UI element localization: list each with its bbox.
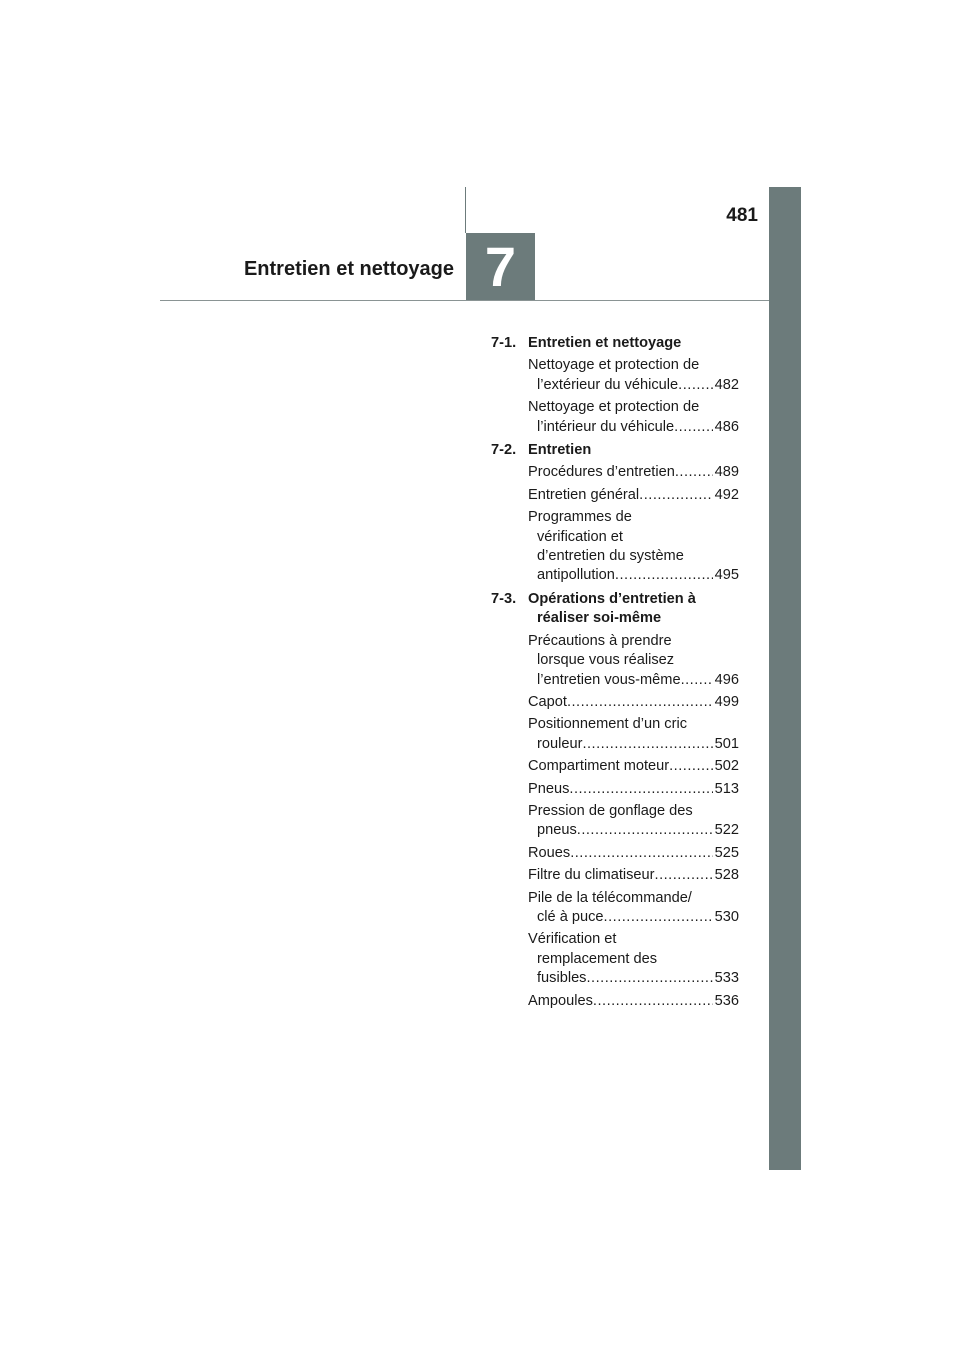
toc-page-number: 501 xyxy=(714,735,739,752)
toc-page-number: 496 xyxy=(714,671,739,688)
toc-entry-text: rouleur xyxy=(537,735,583,752)
toc-page-number: 533 xyxy=(714,970,739,987)
toc-entry[interactable] xyxy=(528,992,739,1011)
toc-entry[interactable] xyxy=(528,356,739,395)
toc-page-number: 528 xyxy=(714,867,739,884)
toc-page-number: 502 xyxy=(714,758,739,775)
toc-leader-dots xyxy=(615,566,713,585)
toc-entry-text: Vérification et xyxy=(528,931,617,948)
toc-entry-text: l’entretien vous-même xyxy=(537,671,681,688)
toc-entry-text: lorsque vous réalisez xyxy=(537,652,675,669)
toc-entry-text: Nettoyage et protection de xyxy=(528,357,700,374)
toc-leader-dots xyxy=(604,908,713,927)
toc-entry-text: remplacement des xyxy=(537,950,658,967)
toc-entry[interactable] xyxy=(528,398,739,437)
toc-leader-dots xyxy=(639,486,712,505)
toc-entry-text: l’intérieur du véhicule xyxy=(537,418,675,435)
toc-page-number: 525 xyxy=(714,844,739,861)
toc-leader-dots xyxy=(678,376,712,395)
toc-entry[interactable] xyxy=(528,889,739,928)
toc-leader-dots xyxy=(582,735,712,754)
toc-entry-text: Pression de gonflage des xyxy=(528,802,693,819)
toc-page-number: 489 xyxy=(714,464,739,481)
chapter-number-box xyxy=(466,233,535,300)
toc-leader-dots xyxy=(675,463,713,482)
toc-entry-text: Programmes de xyxy=(528,509,632,526)
toc-entry-text: d’entretien du système xyxy=(537,548,684,565)
toc-section-number: 7-2. xyxy=(491,442,517,459)
toc-entry[interactable] xyxy=(528,463,739,482)
toc-entry-text: Filtre du climatiseur xyxy=(528,867,655,884)
toc-page-number: 499 xyxy=(714,693,739,710)
toc-entry[interactable] xyxy=(528,632,739,690)
toc-entry-text: Pile de la télécommande/ xyxy=(528,889,692,906)
toc-leader-dots xyxy=(567,693,713,712)
toc-page-number: 513 xyxy=(714,780,739,797)
toc-entry[interactable] xyxy=(528,802,739,841)
toc-entry-text: Compartiment moteur xyxy=(528,758,670,775)
toc-entry-text: clé à puce xyxy=(537,908,604,925)
toc-entry-text: Précautions à prendre xyxy=(528,632,672,649)
toc-entry[interactable] xyxy=(528,757,739,776)
toc-entry-text: Roues xyxy=(528,844,571,861)
toc-entry-text: antipollution xyxy=(537,567,615,584)
toc-entry-text: l’extérieur du véhicule xyxy=(537,376,679,393)
table-of-contents xyxy=(491,334,739,1011)
toc-page-number: 486 xyxy=(714,418,739,435)
toc-section-heading[interactable] xyxy=(491,334,739,353)
toc-entry-text: Capot xyxy=(528,693,567,710)
toc-entry[interactable] xyxy=(528,508,739,586)
toc-entry-text: fusibles xyxy=(537,970,587,987)
toc-entry[interactable] xyxy=(528,780,739,799)
toc-section-title: Opérations d’entretien à xyxy=(528,590,696,607)
toc-entry-text: Pneus xyxy=(528,780,570,797)
chapter-title: Entretien et nettoyage xyxy=(243,258,454,280)
toc-page-number: 495 xyxy=(714,567,739,584)
toc-leader-dots xyxy=(669,757,713,776)
toc-page-number: 492 xyxy=(714,486,739,503)
toc-section-title: Entretien et nettoyage xyxy=(528,335,682,351)
toc-page-number: 522 xyxy=(714,822,739,839)
toc-entry[interactable] xyxy=(528,486,739,505)
toc-leader-dots xyxy=(570,844,712,863)
toc-leader-dots xyxy=(569,780,712,799)
toc-section-number: 7-3. xyxy=(491,590,517,607)
toc-entry-text: Nettoyage et protection de xyxy=(528,399,700,416)
chapter-side-tab xyxy=(769,187,801,1170)
header-vertical-rule xyxy=(465,187,466,233)
chapter-number: 7 xyxy=(484,234,517,298)
toc-entry-text: Positionnement d’un cric xyxy=(528,716,687,733)
toc-entry-text: Ampoules xyxy=(528,992,593,1009)
toc-entry-text: Entretien général xyxy=(528,486,640,503)
toc-section-title: Entretien xyxy=(528,442,592,459)
header-horizontal-rule xyxy=(160,300,769,301)
toc-entry[interactable] xyxy=(528,930,739,988)
toc-section-title: réaliser soi-même xyxy=(537,610,662,627)
toc-page-number: 536 xyxy=(714,992,739,1009)
toc-leader-dots xyxy=(577,821,713,840)
toc-entry-text: Procédures d’entretien xyxy=(528,464,675,481)
toc-leader-dots xyxy=(593,992,713,1011)
toc-leader-dots xyxy=(681,671,713,690)
toc-leader-dots xyxy=(655,866,713,885)
toc-section-heading[interactable] xyxy=(491,441,739,460)
toc-section-heading[interactable] xyxy=(491,590,739,629)
toc-section-number: 7-1. xyxy=(491,335,517,351)
toc-page-number: 530 xyxy=(714,908,739,925)
toc-entry[interactable] xyxy=(528,844,739,863)
toc-leader-dots xyxy=(586,969,712,988)
toc-entry[interactable] xyxy=(528,866,739,885)
page-number: 481 xyxy=(726,205,758,226)
toc-entry-text: pneus xyxy=(537,822,577,839)
toc-leader-dots xyxy=(674,418,713,437)
toc-page-number: 482 xyxy=(714,376,739,393)
toc-entry-text: vérification et xyxy=(537,528,623,545)
toc-entry[interactable] xyxy=(528,715,739,754)
toc-entry[interactable] xyxy=(528,693,739,712)
